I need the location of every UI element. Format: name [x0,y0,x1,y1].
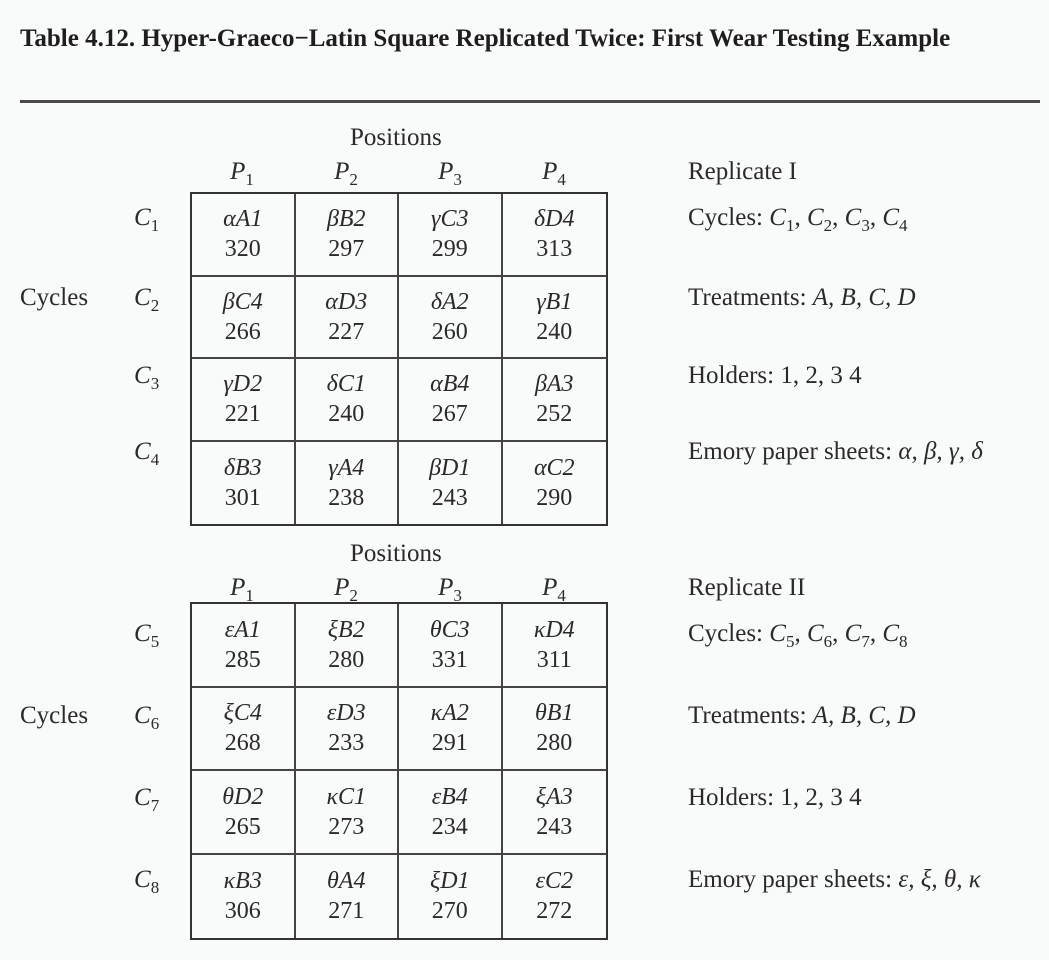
grid-cell: θB1 280 [503,688,607,772]
grid-cell: βA3 252 [503,359,607,442]
grid-cell: θC3 331 [399,604,503,688]
grid-cell: ξC4 268 [192,688,296,772]
grid-cell: βB2 297 [296,194,400,277]
column-header-p4: $P_4$ [542,574,566,605]
grid-cell: θD2 265 [192,771,296,855]
grid-cell: δB3 301 [192,442,296,525]
column-header-p4: $P_4$ [542,158,566,189]
column-header-p2: $P_2$ [334,574,358,605]
treatments-description: Treatments: A, B, C, D [688,702,916,729]
grid-cell: αA1 320 [192,194,296,277]
grid-cell: κC1 273 [296,771,400,855]
grid-cell: βC4 266 [192,277,296,360]
grid-cell: κB3 306 [192,855,296,939]
replicate-label: Replicate II [688,574,806,601]
cycles-label: Cycles [20,702,89,729]
grid-cell: εC2 272 [535,868,573,925]
column-header-p2: $P_2$ [334,158,358,189]
grid-cell: γB1 240 [503,277,607,360]
grid-cell: γA4 238 [296,442,400,525]
treatments-description: Treatments: A, B, C, D [688,284,916,311]
column-header-p1: $P_1$ [230,574,254,605]
row-label-c8: $C_8$ [134,866,160,897]
positions-label: Positions [350,540,442,567]
grid-cell: βD1 243 [399,442,503,525]
grid-cell: ξB2 280 [296,604,400,688]
cycles-description: Cycles: $C_5$, $C_6$, $C_7$, $C_8$ [688,620,908,651]
grid-cell: γD2 221 [192,359,296,442]
grid-cell: ξA3 243 [503,771,607,855]
replicate-1-block [0,124,1049,544]
column-header-p1: $P_1$ [230,158,254,189]
replicate-label: Replicate I [688,158,797,185]
positions-label: Positions [350,124,442,151]
column-header-p3: $P_3$ [438,158,462,189]
row-label-c6: $C_6$ [134,702,160,733]
row-label-c1: $C_1$ [134,204,160,235]
grid-cell: γC3 299 [399,194,503,277]
holders-description: Holders: 1, 2, 3 4 [688,362,862,389]
grid-cell: εD3 233 [296,688,400,772]
latin-square-grid [190,192,608,526]
grid-cell: δC1 240 [296,359,400,442]
row-label-c5: $C_5$ [134,620,160,651]
grid-cell: αB4 267 [399,359,503,442]
grid-cell: δD4 313 [503,194,607,277]
table-title: Table 4.12. Hyper-Graeco−Latin Square Replicated Twice: First Wear Testing Example [20,25,951,52]
row-label-c2: $C_2$ [134,284,160,315]
column-header-p3: $P_3$ [438,574,462,605]
row-label-c4: $C_4$ [134,438,160,469]
sheets-description: Emory paper sheets: ε, ξ, θ, κ [688,866,981,893]
latin-square-grid [190,602,608,940]
grid-cell: κD4 311 [503,604,607,688]
grid-cell: αD3 227 [296,277,400,360]
replicate-2-block [0,540,1049,960]
cycles-description: Cycles: $C_1$, $C_2$, $C_3$, $C_4$ [688,204,908,235]
row-label-c3: $C_3$ [134,362,160,393]
grid-cell: εA1 285 [192,604,296,688]
grid-cell: αC2 290 [533,454,575,511]
grid-cell: δA2 260 [399,277,503,360]
grid-cell: ξD1 270 [399,855,503,939]
grid-cell: εB4 234 [399,771,503,855]
grid-cell: κA2 291 [399,688,503,772]
row-label-c7: $C_7$ [134,784,160,815]
cycles-label: Cycles [20,284,89,311]
sheets-description: Emory paper sheets: α, β, γ, δ [688,438,983,465]
holders-description: Holders: 1, 2, 3 4 [688,784,862,811]
grid-cell: θA4 271 [296,855,400,939]
title-rule [20,100,1040,103]
